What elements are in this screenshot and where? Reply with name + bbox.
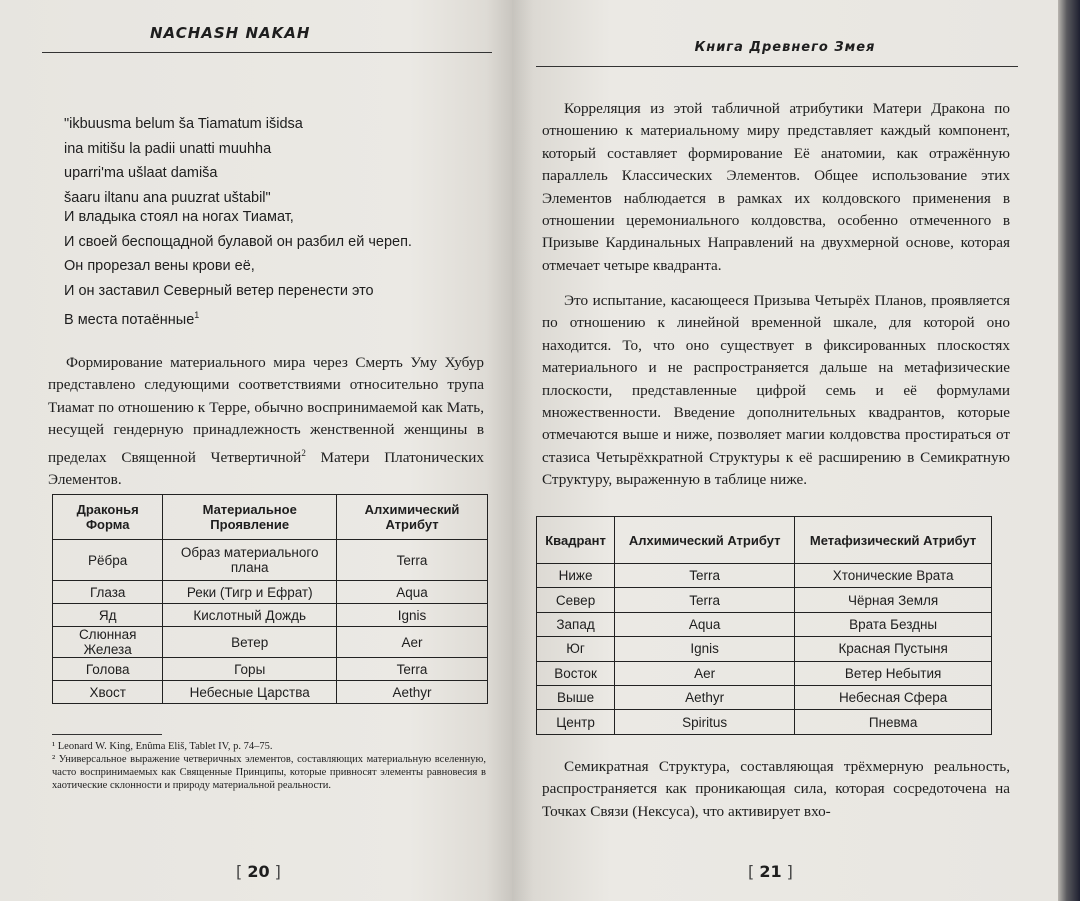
- table-cell: Aethyr: [337, 681, 488, 704]
- right-paragraph-1: Корреляция из этой табличной атрибутики Матери Дракона по отношению к материальному миру представляет каждый компонент, который составляет формирование Её анатомии, как отражённую параллель Классических Элементов. Общее использование этих Элементов наблюдается в рамках их колдовского применения в отношении церемониального колдовства, особенно отмеченного в Призыве Кардинальных Направлений на двухмерной основе, которая отмечает четыре квадранта.: [542, 100, 1010, 274]
- table-cell: Ignis: [615, 637, 795, 661]
- right-page: [512, 0, 1058, 901]
- table-row: [53, 627, 488, 658]
- table-cell: Terra: [337, 658, 488, 681]
- verse-line-text: В места потаённые: [64, 311, 195, 328]
- verse-line: [64, 303, 412, 332]
- table-cell: Ветер Небытия: [795, 661, 992, 685]
- table-header: Алхимический Атрибут: [337, 495, 488, 540]
- right-paragraph-2: Это испытание, касающееся Призыва Четырёх Планов, проявляется по отношению к линейной временной шкале, для которой оно находится. То, что оно существует в фиксированных плоскостях материального и не распространяется дальше на метафизические плоскости, представленные цифрой семь и её формулами множественности. Введение дополнительных квадрантов, которые отмечаются выше и ниже, позволяет магии колдовства простираться от стазиса Четырёхкратной Структуры к её расширению в Семикратную Структуру, выраженную в таблице ниже.: [542, 292, 1010, 489]
- table-cell: Небесные Царства: [163, 681, 337, 704]
- table-cell: Terra: [615, 588, 795, 612]
- table-cell: Глаза: [53, 581, 163, 604]
- table-cell: Голова: [53, 658, 163, 681]
- table-row: [537, 588, 992, 612]
- right-header-rule: [536, 66, 1018, 67]
- table-cell: Ignis: [337, 604, 488, 627]
- table-cell: Aethyr: [615, 685, 795, 709]
- footnote-ref: 1: [194, 310, 200, 320]
- table-cell: Выше: [537, 685, 615, 709]
- verse-line: И своей беспощадной булавой он разбил ей череп.: [64, 233, 412, 250]
- verse-line: uparri'ma ušlaat damiša: [64, 165, 218, 181]
- verse-line: И владыка стоял на ногах Тиамат,: [64, 209, 294, 225]
- table-cell: Рёбра: [53, 540, 163, 581]
- table-cell: Горы: [163, 658, 337, 681]
- table-cell: Север: [537, 588, 615, 612]
- verse-line: И он заставил Северный ветер перенести это: [64, 282, 374, 299]
- verse-line: Он прорезал вены крови её,: [64, 258, 255, 274]
- table-header: Квадрант: [537, 517, 615, 564]
- table-cell: Aqua: [615, 612, 795, 636]
- table-cell: Пневма: [795, 710, 992, 734]
- verse-line: "ikbuusma belum ša Tiamatum išidsa: [64, 116, 303, 132]
- page-number-value: 20: [247, 862, 270, 881]
- table-cell: Яд: [53, 604, 163, 627]
- russian-verse: [64, 205, 412, 332]
- footnote: ² Универсальное выражение четверичных элементов, составляющих материальную вселенную, часто воспринимаемых как Священные Принципы, которые привносят элементы равновесия в хаотические склонности и природу материальной реальности.: [52, 754, 486, 791]
- table-cell: Aer: [337, 627, 488, 658]
- table-cell: Spiritus: [615, 710, 795, 734]
- right-running-header: Книга Древнего Змея: [694, 40, 876, 55]
- table-cell: Восток: [537, 661, 615, 685]
- table-cell: Чёрная Земля: [795, 588, 992, 612]
- akkadian-verse: [64, 112, 303, 210]
- table-cell: Юг: [537, 637, 615, 661]
- table-cell: Aqua: [337, 581, 488, 604]
- table-cell: Запад: [537, 612, 615, 636]
- left-page: [0, 0, 512, 901]
- paragraph-text: Формирование материального мира через Смерть Уму Хубур представлено следующими соответствиями относительно трупа Тиамат по отношению к Терре, обычно воспринимаемой как Мать, несущей гендерную принадлежность женственной женщины в пределах Священной Четвертичной: [48, 354, 484, 466]
- table-cell: Ниже: [537, 564, 615, 588]
- right-paragraph-3: Семикратная Структура, составляющая трёхмерную реальность, распространяется как проникающая сила, которая сосредоточена на Точках Связи (Нексуса), что активирует вхо-: [542, 758, 1010, 820]
- table-row: [53, 658, 488, 681]
- table-cell: Terra: [615, 564, 795, 588]
- table-header: Алхимический Атрибут: [615, 517, 795, 564]
- table-row: [537, 685, 992, 709]
- table-cell: Небесная Сфера: [795, 685, 992, 709]
- table-row: [537, 612, 992, 636]
- verse-line: ina mitišu la padii unatti muuhha: [64, 140, 272, 157]
- table-cell: Врата Бездны: [795, 612, 992, 636]
- table-cell: Образ материального плана: [163, 540, 337, 581]
- table-row: [537, 637, 992, 661]
- table-row: [537, 564, 992, 588]
- book-cover-edge: [1058, 0, 1080, 901]
- footnote: ¹ Leonard W. King, Enûma Eliš, Tablet IV, p. 74–75.: [52, 741, 273, 752]
- paragraph-text-end: Матери Платонических Элементов.: [48, 448, 484, 489]
- table-row: [537, 661, 992, 685]
- table-cell: Слюнная Железа: [53, 627, 163, 658]
- table-cell: Ветер: [163, 627, 337, 658]
- table-cell: Реки (Тигр и Ефрат): [163, 581, 337, 604]
- footnotes: [52, 740, 486, 792]
- footnote-rule: [52, 734, 162, 735]
- verse-line: šaaru iltanu ana puuzrat uštabil": [64, 189, 271, 206]
- page-number: [ 20 ]: [236, 862, 281, 881]
- table-cell: Красная Пустыня: [795, 637, 992, 661]
- page-number: [ 21 ]: [748, 862, 793, 881]
- footnote-ref: 2: [301, 447, 306, 458]
- table-row: [53, 581, 488, 604]
- quadrant-table: [536, 516, 992, 735]
- table-cell: Хтонические Врата: [795, 564, 992, 588]
- table-cell: Кислотный Дождь: [163, 604, 337, 627]
- table-cell: Хвост: [53, 681, 163, 704]
- page-number-value: 21: [759, 862, 782, 881]
- table-row: [53, 604, 488, 627]
- table-header: Метафизический Атрибут: [795, 517, 992, 564]
- left-paragraph: [48, 352, 484, 492]
- dragon-form-table: [52, 494, 488, 704]
- table-row: [53, 681, 488, 704]
- table-cell: Центр: [537, 710, 615, 734]
- table-header: Драконья Форма: [53, 495, 163, 540]
- table-row: [537, 710, 992, 734]
- table-cell: Terra: [337, 540, 488, 581]
- left-running-header: NACHASH NAKAH: [150, 24, 311, 42]
- left-header-rule: [42, 52, 492, 53]
- table-row: [53, 540, 488, 581]
- table-cell: Aer: [615, 661, 795, 685]
- table-header: Материальное Проявление: [163, 495, 337, 540]
